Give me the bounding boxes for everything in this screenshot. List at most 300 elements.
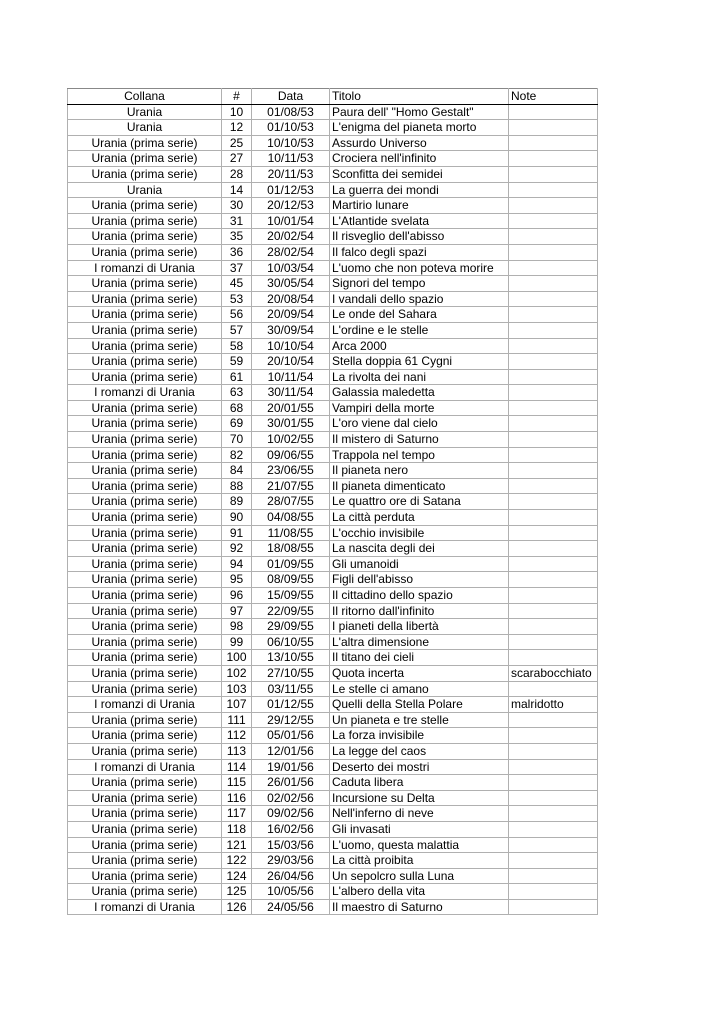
cell-titolo[interactable]: I vandali dello spazio [330,291,509,307]
table-row [68,868,598,884]
cell-titolo[interactable]: Gli invasati [330,821,509,837]
cell-data[interactable]: 15/09/55 [252,588,330,604]
cell-note[interactable] [509,260,598,276]
cell-data[interactable]: 13/10/55 [252,650,330,666]
cell-note[interactable] [509,244,598,260]
cell-titolo[interactable]: Martirio lunare [330,198,509,214]
cell-note[interactable] [509,650,598,666]
cell-number[interactable]: 96 [222,588,252,604]
cell-data[interactable]: 29/09/55 [252,619,330,635]
cell-titolo[interactable]: Il ritorno dall'infinito [330,603,509,619]
cell-number[interactable]: 68 [222,400,252,416]
header-collana[interactable]: Collana [68,89,222,105]
table-row [68,853,598,869]
cell-titolo[interactable]: Il risveglio dell'abisso [330,229,509,245]
cell-number[interactable]: 89 [222,494,252,510]
cell-number[interactable]: 59 [222,354,252,370]
cell-titolo[interactable]: Le stelle ci amano [330,681,509,697]
cell-collana[interactable]: Urania (prima serie) [68,884,222,900]
cell-data[interactable]: 10/01/54 [252,213,330,229]
cell-number[interactable]: 111 [222,712,252,728]
cell-data[interactable]: 04/08/55 [252,510,330,526]
cell-collana[interactable]: Urania (prima serie) [68,229,222,245]
cell-titolo[interactable]: La rivolta dei nani [330,369,509,385]
table-row [68,899,598,915]
cell-data[interactable]: 27/10/55 [252,665,330,681]
cell-collana[interactable]: Urania (prima serie) [68,276,222,292]
cell-data[interactable]: 09/06/55 [252,447,330,463]
cell-data[interactable]: 30/01/55 [252,416,330,432]
cell-number[interactable]: 100 [222,650,252,666]
cell-number[interactable]: 116 [222,790,252,806]
cell-data[interactable]: 01/08/53 [252,104,330,120]
cell-note[interactable] [509,712,598,728]
cell-number[interactable]: 113 [222,743,252,759]
cell-data[interactable]: 19/01/56 [252,759,330,775]
cell-collana[interactable]: Urania (prima serie) [68,541,222,557]
cell-note[interactable] [509,634,598,650]
cell-titolo[interactable]: Il titano dei cieli [330,650,509,666]
table-row [68,837,598,853]
cell-titolo[interactable]: La nascita degli dei [330,541,509,557]
cell-note[interactable] [509,385,598,401]
cell-number[interactable]: 28 [222,166,252,182]
cell-note[interactable] [509,120,598,136]
cell-data[interactable]: 20/11/53 [252,166,330,182]
cell-number[interactable]: 114 [222,759,252,775]
cell-number[interactable]: 92 [222,541,252,557]
cell-data[interactable]: 10/03/54 [252,260,330,276]
cell-data[interactable]: 29/03/56 [252,853,330,869]
cell-data[interactable]: 10/11/53 [252,151,330,167]
header-note[interactable]: Note [509,89,598,105]
cell-note[interactable] [509,743,598,759]
table-row [68,790,598,806]
cell-note[interactable] [509,868,598,884]
cell-note[interactable] [509,291,598,307]
table-row [68,213,598,229]
cell-titolo[interactable]: Crociera nell'infinito [330,151,509,167]
cell-titolo[interactable]: Deserto dei mostri [330,759,509,775]
cell-number[interactable]: 27 [222,151,252,167]
cell-note[interactable] [509,759,598,775]
cell-number[interactable]: 115 [222,775,252,791]
cell-collana[interactable]: I romanzi di Urania [68,260,222,276]
cell-data[interactable]: 08/09/55 [252,572,330,588]
cell-titolo[interactable]: Un sepolcro sulla Luna [330,868,509,884]
cell-collana[interactable]: Urania (prima serie) [68,494,222,510]
cell-data[interactable]: 20/01/55 [252,400,330,416]
cell-note[interactable] [509,603,598,619]
table-row [68,151,598,167]
cell-note[interactable] [509,728,598,744]
cell-data[interactable]: 12/01/56 [252,743,330,759]
cell-data[interactable]: 10/10/53 [252,135,330,151]
cell-collana[interactable]: Urania (prima serie) [68,135,222,151]
cell-data[interactable]: 10/11/54 [252,369,330,385]
header-row [68,89,598,105]
cell-collana[interactable]: Urania (prima serie) [68,821,222,837]
cell-note[interactable] [509,884,598,900]
cell-number[interactable]: 58 [222,338,252,354]
cell-collana[interactable]: I romanzi di Urania [68,899,222,915]
cell-collana[interactable]: Urania (prima serie) [68,416,222,432]
cell-number[interactable]: 98 [222,619,252,635]
cell-data[interactable]: 28/07/55 [252,494,330,510]
cell-data[interactable]: 20/12/53 [252,198,330,214]
cell-note[interactable] [509,541,598,557]
cell-titolo[interactable]: L'uomo, questa malattia [330,837,509,853]
cell-note[interactable] [509,432,598,448]
cell-titolo[interactable]: Il cittadino dello spazio [330,588,509,604]
cell-data[interactable]: 20/09/54 [252,307,330,323]
cell-number[interactable]: 53 [222,291,252,307]
cell-collana[interactable]: Urania (prima serie) [68,743,222,759]
cell-data[interactable]: 26/01/56 [252,775,330,791]
cell-collana[interactable]: Urania (prima serie) [68,868,222,884]
cell-number[interactable]: 12 [222,120,252,136]
cell-note[interactable] [509,510,598,526]
table-row [68,432,598,448]
cell-data[interactable]: 10/10/54 [252,338,330,354]
table-row [68,322,598,338]
cell-note[interactable]: scarabocchiato [509,665,598,681]
cell-collana[interactable]: Urania (prima serie) [68,322,222,338]
cell-number[interactable]: 56 [222,307,252,323]
cell-note[interactable] [509,198,598,214]
cell-number[interactable]: 35 [222,229,252,245]
cell-note[interactable] [509,837,598,853]
cell-number[interactable]: 45 [222,276,252,292]
cell-titolo[interactable]: Incursione su Delta [330,790,509,806]
cell-note[interactable] [509,853,598,869]
cell-number[interactable]: 99 [222,634,252,650]
cell-note[interactable] [509,619,598,635]
cell-titolo[interactable]: L'altra dimensione [330,634,509,650]
table-row [68,712,598,728]
cell-note[interactable] [509,806,598,822]
cell-note[interactable] [509,463,598,479]
cell-collana[interactable]: Urania (prima serie) [68,400,222,416]
cell-collana[interactable]: Urania (prima serie) [68,291,222,307]
cell-collana[interactable]: Urania (prima serie) [68,806,222,822]
cell-number[interactable]: 102 [222,665,252,681]
cell-number[interactable]: 94 [222,556,252,572]
cell-collana[interactable]: Urania (prima serie) [68,166,222,182]
table-row [68,260,598,276]
cell-collana[interactable]: Urania (prima serie) [68,244,222,260]
cell-collana[interactable]: Urania (prima serie) [68,510,222,526]
cell-collana[interactable]: I romanzi di Urania [68,385,222,401]
cell-note[interactable] [509,338,598,354]
cell-data[interactable]: 20/10/54 [252,354,330,370]
cell-number[interactable]: 37 [222,260,252,276]
cell-titolo[interactable]: Caduta libera [330,775,509,791]
table-row [68,104,598,120]
cell-number[interactable]: 14 [222,182,252,198]
cell-titolo[interactable]: Il falco degli spazi [330,244,509,260]
cell-titolo[interactable]: Le quattro ore di Satana [330,494,509,510]
cell-titolo[interactable]: L'ordine e le stelle [330,322,509,338]
cell-data[interactable]: 28/02/54 [252,244,330,260]
cell-number[interactable]: 30 [222,198,252,214]
cell-collana[interactable]: Urania (prima serie) [68,525,222,541]
cell-data[interactable]: 01/09/55 [252,556,330,572]
cell-note[interactable] [509,151,598,167]
cell-titolo[interactable]: Assurdo Universo [330,135,509,151]
cell-titolo[interactable]: Paura dell' "Homo Gestalt" [330,104,509,120]
cell-collana[interactable]: Urania (prima serie) [68,213,222,229]
cell-note[interactable] [509,229,598,245]
cell-number[interactable]: 70 [222,432,252,448]
cell-note[interactable] [509,166,598,182]
cell-number[interactable]: 57 [222,322,252,338]
cell-number[interactable]: 118 [222,821,252,837]
cell-titolo[interactable]: Arca 2000 [330,338,509,354]
cell-note[interactable] [509,775,598,791]
cell-data[interactable]: 30/05/54 [252,276,330,292]
table-row [68,775,598,791]
cell-number[interactable]: 90 [222,510,252,526]
cell-titolo[interactable]: L'Atlantide svelata [330,213,509,229]
cell-data[interactable]: 01/12/55 [252,697,330,713]
table-row [68,416,598,432]
table-row [68,291,598,307]
cell-note[interactable] [509,135,598,151]
cell-note[interactable] [509,354,598,370]
cell-number[interactable]: 112 [222,728,252,744]
cell-note[interactable] [509,821,598,837]
cell-collana[interactable]: Urania (prima serie) [68,588,222,604]
cell-number[interactable]: 117 [222,806,252,822]
cell-collana[interactable]: Urania (prima serie) [68,728,222,744]
cell-number[interactable]: 69 [222,416,252,432]
cell-collana[interactable]: Urania (prima serie) [68,853,222,869]
cell-collana[interactable]: Urania (prima serie) [68,665,222,681]
cell-collana[interactable]: Urania (prima serie) [68,556,222,572]
table-row [68,821,598,837]
cell-number[interactable]: 10 [222,104,252,120]
cell-data[interactable]: 29/12/55 [252,712,330,728]
cell-number[interactable]: 25 [222,135,252,151]
cell-data[interactable]: 06/10/55 [252,634,330,650]
table-row [68,369,598,385]
cell-titolo[interactable]: La città perduta [330,510,509,526]
cell-number[interactable]: 124 [222,868,252,884]
table-row [68,681,598,697]
cell-collana[interactable]: Urania (prima serie) [68,572,222,588]
cell-titolo[interactable]: Il maestro di Saturno [330,899,509,915]
cell-collana[interactable]: Urania [68,104,222,120]
cell-data[interactable]: 05/01/56 [252,728,330,744]
cell-note[interactable] [509,588,598,604]
cell-collana[interactable]: Urania (prima serie) [68,338,222,354]
cell-titolo[interactable]: Figli dell'abisso [330,572,509,588]
cell-collana[interactable]: Urania (prima serie) [68,775,222,791]
table-row [68,166,598,182]
cell-collana[interactable]: Urania (prima serie) [68,447,222,463]
cell-data[interactable]: 20/08/54 [252,291,330,307]
cell-data[interactable]: 22/09/55 [252,603,330,619]
table-row [68,743,598,759]
cell-note[interactable] [509,572,598,588]
cell-number[interactable]: 31 [222,213,252,229]
cell-collana[interactable]: I romanzi di Urania [68,697,222,713]
cell-data[interactable]: 26/04/56 [252,868,330,884]
cell-titolo[interactable]: Il pianeta nero [330,463,509,479]
cell-note[interactable] [509,525,598,541]
cell-titolo[interactable]: La legge del caos [330,743,509,759]
cell-data[interactable]: 21/07/55 [252,478,330,494]
cell-note[interactable] [509,213,598,229]
cell-number[interactable]: 63 [222,385,252,401]
cell-number[interactable]: 122 [222,853,252,869]
cell-number[interactable]: 91 [222,525,252,541]
cell-data[interactable]: 15/03/56 [252,837,330,853]
cell-titolo[interactable]: Un pianeta e tre stelle [330,712,509,728]
cell-collana[interactable]: Urania (prima serie) [68,198,222,214]
cell-data[interactable]: 16/02/56 [252,821,330,837]
cell-number[interactable]: 97 [222,603,252,619]
cell-note[interactable] [509,400,598,416]
table-row [68,447,598,463]
cell-titolo[interactable]: La città proibita [330,853,509,869]
cell-data[interactable]: 18/08/55 [252,541,330,557]
cell-number[interactable]: 121 [222,837,252,853]
cell-collana[interactable]: Urania [68,120,222,136]
cell-collana[interactable]: Urania (prima serie) [68,712,222,728]
cell-collana[interactable]: Urania (prima serie) [68,650,222,666]
cell-titolo[interactable]: Le onde del Sahara [330,307,509,323]
table-row [68,665,598,681]
header-number[interactable]: # [222,89,252,105]
cell-note[interactable] [509,494,598,510]
cell-collana[interactable]: Urania (prima serie) [68,151,222,167]
table-row [68,463,598,479]
cell-collana[interactable]: Urania (prima serie) [68,463,222,479]
cell-note[interactable] [509,899,598,915]
cell-data[interactable]: 11/08/55 [252,525,330,541]
cell-titolo[interactable]: Nell'inferno di neve [330,806,509,822]
cell-titolo[interactable]: Sconfitta dei semidei [330,166,509,182]
cell-data[interactable]: 03/11/55 [252,681,330,697]
cell-number[interactable]: 61 [222,369,252,385]
cell-note[interactable] [509,322,598,338]
cell-titolo[interactable]: I pianeti della libertà [330,619,509,635]
cell-data[interactable]: 10/05/56 [252,884,330,900]
table-row [68,806,598,822]
cell-titolo[interactable]: La forza invisibile [330,728,509,744]
cell-titolo[interactable]: L'occhio invisibile [330,525,509,541]
cell-number[interactable]: 125 [222,884,252,900]
cell-titolo[interactable]: Vampiri della morte [330,400,509,416]
cell-collana[interactable]: Urania [68,182,222,198]
cell-note[interactable] [509,478,598,494]
cell-data[interactable]: 20/02/54 [252,229,330,245]
cell-note[interactable] [509,307,598,323]
cell-collana[interactable]: I romanzi di Urania [68,759,222,775]
cell-data[interactable]: 23/06/55 [252,463,330,479]
table-row [68,494,598,510]
cell-titolo[interactable]: Signori del tempo [330,276,509,292]
table-row [68,525,598,541]
cell-titolo[interactable]: La guerra dei mondi [330,182,509,198]
table-row [68,307,598,323]
cell-note[interactable] [509,276,598,292]
cell-number[interactable]: 95 [222,572,252,588]
cell-number[interactable]: 36 [222,244,252,260]
cell-collana[interactable]: Urania (prima serie) [68,478,222,494]
table-row [68,650,598,666]
cell-data[interactable]: 24/05/56 [252,899,330,915]
cell-titolo[interactable]: L'enigma del pianeta morto [330,120,509,136]
cell-titolo[interactable]: Stella doppia 61 Cygni [330,354,509,370]
cell-note[interactable]: malridotto [509,697,598,713]
cell-data[interactable]: 01/10/53 [252,120,330,136]
table-row [68,603,598,619]
cell-collana[interactable]: Urania (prima serie) [68,369,222,385]
cell-number[interactable]: 103 [222,681,252,697]
cell-titolo[interactable]: L'uomo che non poteva morire [330,260,509,276]
cell-titolo[interactable]: Gli umanoidi [330,556,509,572]
cell-note[interactable] [509,182,598,198]
cell-titolo[interactable]: Quota incerta [330,665,509,681]
cell-note[interactable] [509,369,598,385]
cell-data[interactable]: 30/11/54 [252,385,330,401]
cell-note[interactable] [509,790,598,806]
header-titolo[interactable]: Titolo [330,89,509,105]
cell-note[interactable] [509,556,598,572]
cell-data[interactable]: 09/02/56 [252,806,330,822]
cell-collana[interactable]: Urania (prima serie) [68,619,222,635]
cell-data[interactable]: 10/02/55 [252,432,330,448]
cell-number[interactable]: 84 [222,463,252,479]
cell-note[interactable] [509,681,598,697]
cell-titolo[interactable]: Trappola nel tempo [330,447,509,463]
cell-number[interactable]: 126 [222,899,252,915]
cell-collana[interactable]: Urania (prima serie) [68,307,222,323]
table-row [68,588,598,604]
cell-note[interactable] [509,104,598,120]
cell-titolo[interactable]: L'oro viene dal cielo [330,416,509,432]
cell-titolo[interactable]: Galassia maledetta [330,385,509,401]
table-row [68,182,598,198]
table-body [68,104,598,915]
cell-collana[interactable]: Urania (prima serie) [68,681,222,697]
cell-collana[interactable]: Urania (prima serie) [68,790,222,806]
cell-titolo[interactable]: Quelli della Stella Polare [330,697,509,713]
cell-collana[interactable]: Urania (prima serie) [68,354,222,370]
cell-collana[interactable]: Urania (prima serie) [68,603,222,619]
cell-collana[interactable]: Urania (prima serie) [68,634,222,650]
cell-titolo[interactable]: Il pianeta dimenticato [330,478,509,494]
cell-note[interactable] [509,416,598,432]
cell-number[interactable]: 107 [222,697,252,713]
cell-collana[interactable]: Urania (prima serie) [68,837,222,853]
cell-data[interactable]: 01/12/53 [252,182,330,198]
cell-titolo[interactable]: L'albero della vita [330,884,509,900]
cell-titolo[interactable]: Il mistero di Saturno [330,432,509,448]
table-row [68,276,598,292]
cell-collana[interactable]: Urania (prima serie) [68,432,222,448]
cell-data[interactable]: 02/02/56 [252,790,330,806]
cell-number[interactable]: 82 [222,447,252,463]
cell-number[interactable]: 88 [222,478,252,494]
table-row [68,541,598,557]
cell-data[interactable]: 30/09/54 [252,322,330,338]
cell-note[interactable] [509,447,598,463]
header-data[interactable]: Data [252,89,330,105]
